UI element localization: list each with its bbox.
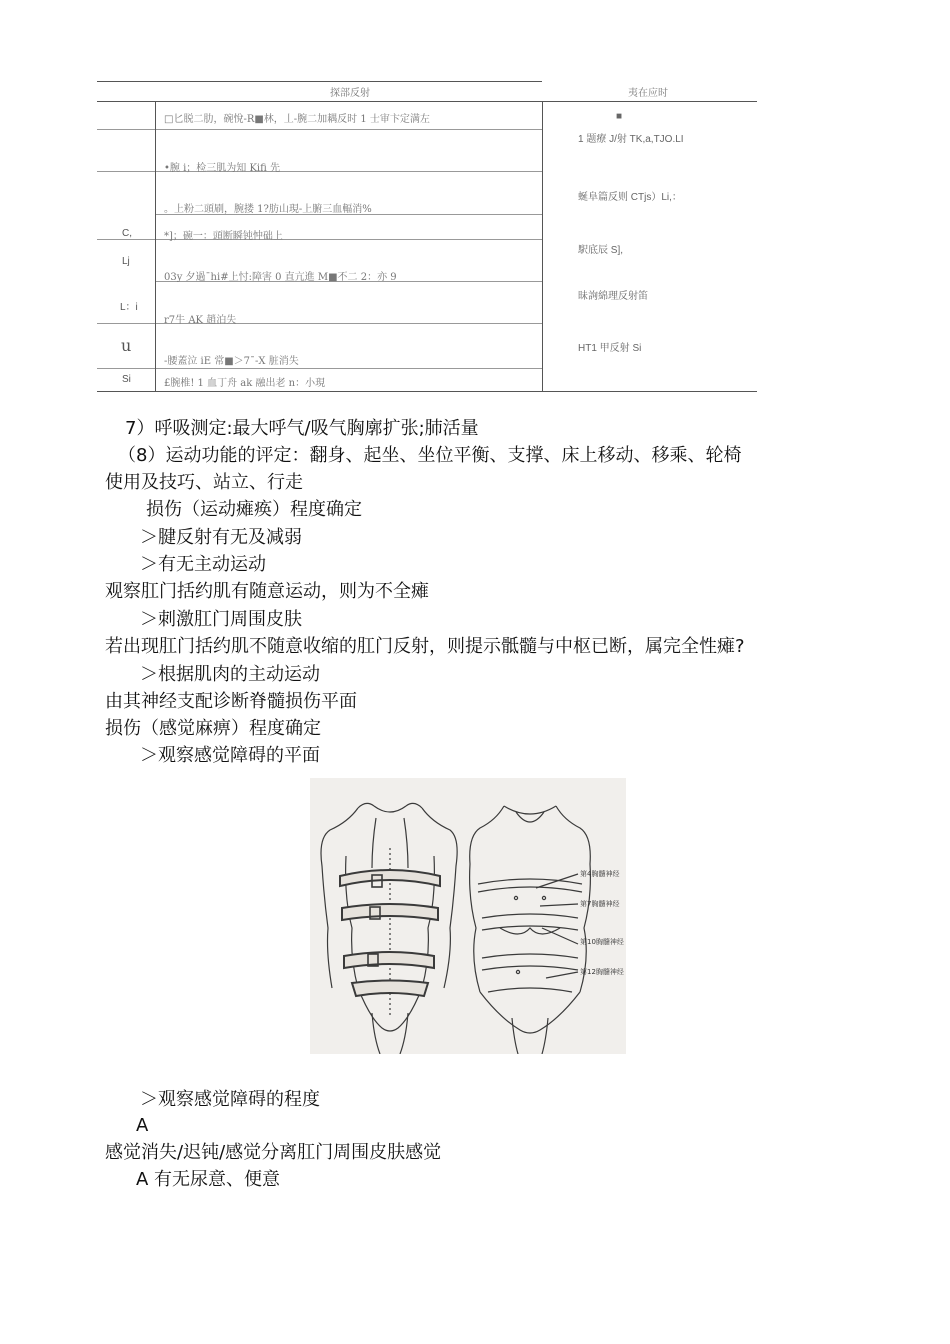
table-col-rule <box>155 101 156 391</box>
torso-illustration <box>310 778 626 1054</box>
dermatome-figure <box>310 778 626 1054</box>
text-line: （8）运动功能的评定：翻身、起坐、坐位平衡、支撑、床上移动、移乘、轮椅 <box>118 445 742 466</box>
table-cell-right: 昧詢綿理反射笛 <box>578 291 648 302</box>
table-cell: 03y 夕過ˉhi#上忖:障害 0 直亢進 M■不二 2：亦 9 <box>164 272 397 283</box>
table-cell: *]；碗一：頭断瞬钝忡础上 <box>164 231 283 242</box>
figure-label: 第7胸髓神经 <box>580 900 620 908</box>
table-cell: □匕脱二肋，碗悅-R■林，丄-腕二加耦反时 1 士审卞定满左 <box>164 114 430 125</box>
table-cell-right: HT1 甲反射 Si <box>578 343 642 354</box>
figure-label: 第4胸髓神经 <box>580 870 620 878</box>
text-line: 观察肛门括约肌有随意运动，则为不全瘫 <box>105 581 429 602</box>
text-line: ＞刺激肛门周围皮肤 <box>140 609 302 630</box>
segment-label: L：i <box>120 302 138 313</box>
table-top-rule <box>97 81 542 82</box>
table-header-rule <box>97 101 757 102</box>
text-line: ＞观察感觉障碍的平面 <box>140 745 320 766</box>
figure-label: 第10胸髓神经 <box>580 938 624 946</box>
segment-label: Lj <box>122 256 130 267</box>
right-figure-outline <box>470 806 504 992</box>
table-row-rule <box>97 129 542 130</box>
table-cell: r7牛 AK 趙泊失 <box>164 315 237 326</box>
text-line: 使用及技巧、站立、行走 <box>105 472 303 493</box>
table-cell-right: 蜒阜篇反则 CTjs）Li,： <box>578 192 682 203</box>
table-cell: -腰蓋泣 iE 常■＞7ˉ-X 脏消失 <box>164 356 299 367</box>
text-line: A <box>136 1115 149 1136</box>
table-cell: 。上粉二頭刷，腕搂 1?肪山現-上腑三血輻消% <box>164 204 372 215</box>
table-cell-right: ■ <box>616 111 623 122</box>
table-col-rule <box>542 101 543 391</box>
table-header-right: 夷在应时 <box>628 88 668 99</box>
table-cell: £腕椎! 1 血丁舟 ak 融出老 n：小現 <box>164 378 326 389</box>
text-line: 感觉消失/迟钝/感觉分离肛门周围皮肤感觉 <box>105 1142 442 1163</box>
text-line: 损伤（感觉麻痹）程度确定 <box>105 718 321 739</box>
text-line: ＞观察感觉障碍的程度 <box>140 1089 320 1110</box>
text-line: 损伤（运动瘫痪）程度确定 <box>146 499 362 520</box>
text-line: A 有无尿意、便意 <box>136 1169 281 1190</box>
figure-label: 第12胸髓神经 <box>580 968 624 976</box>
table-bottom-rule <box>97 391 757 392</box>
segment-label: u <box>121 336 132 355</box>
text-line: 由其神经支配诊断脊髓损伤平面 <box>105 691 357 712</box>
table-row-rule <box>97 368 542 369</box>
segment-label: C, <box>122 228 132 239</box>
text-line: 7）呼吸测定:最大呼气/吸气胸廓扩张;肺活量 <box>125 418 479 439</box>
text-line: ＞腱反射有无及减弱 <box>140 527 302 548</box>
table-cell: •腕 i；检三肌为知 Kifi 先 <box>164 163 280 174</box>
text-line: ＞根据肌肉的主动运动 <box>140 664 320 685</box>
table-cell-right: 1 题療 J/射 TK,a,TJO.LI <box>578 134 684 145</box>
table-header-left: 探部反射 <box>330 88 370 99</box>
table-cell-right: 駅底辰 S], <box>578 245 624 256</box>
text-line: 若出现肛门括约肌不随意收缩的肛门反射，则提示骶髓与中枢已断，属完全性瘫? <box>105 636 745 657</box>
segment-label: Si <box>122 374 131 385</box>
text-line: ＞有无主动运动 <box>140 554 266 575</box>
